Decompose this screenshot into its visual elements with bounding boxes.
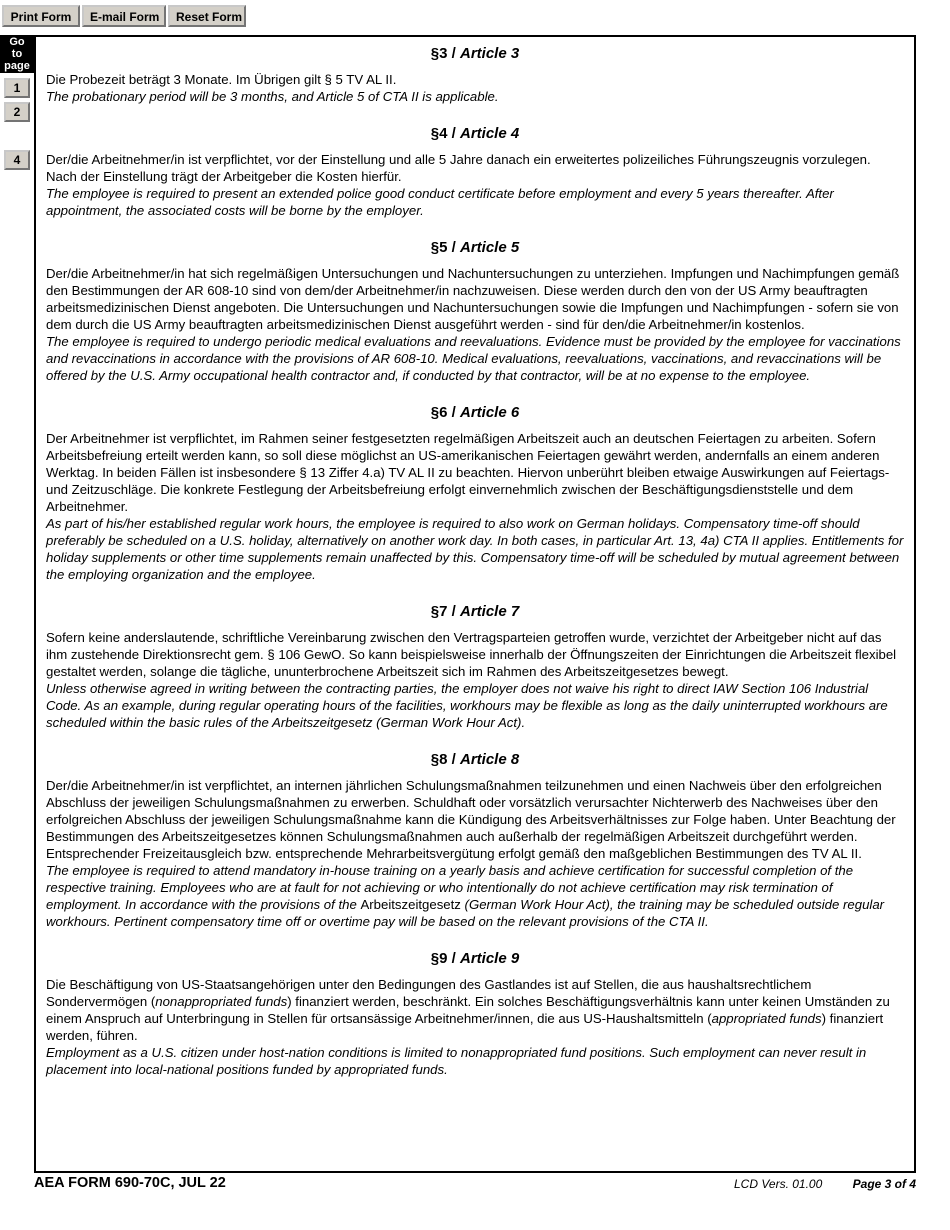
article-7-german-text: Sofern keine anderslautende, schriftliche Vereinbarung zwischen den Vertragsparteien getroffen wurde, verzichtet der Arbeitgeber nicht auf das ihm zustehende Direktionsrecht gem. § 106 GewO. So kann beispielsweise innerhalb der Öffnungszeiten der Einrichtungen die Arbeitszeit flexibel gestaltet werden, solange die tägliche, ununterbrochene Arbeitszeit sich im Rahmen des Arbeitszeitgesetzes bewegt.	[46, 630, 897, 679]
goto-page-2-button[interactable]: 2	[4, 102, 30, 122]
article-6-heading: §6 / Article 6	[430, 404, 520, 421]
article-3-german-text: Die Probezeit beträgt 3 Monate. Im Übrigen gilt § 5 TV AL II.	[46, 72, 397, 87]
article-9-english-text: Employment as a U.S. citizen under host-nation conditions is limited to nonappropriated fund positions. Such employment can never result in placement into local-national positions funded by appropriated funds.	[46, 1045, 867, 1077]
form-page-frame	[34, 35, 916, 1173]
article-5-german-text: Der/die Arbeitnehmer/in hat sich regelmäßigen Untersuchungen und Nachuntersuchungen zu unterziehen. Impfungen und Nachimpfungen gemäß den Bestimmungen der AR 608-10 sind von dem/der Arbeitnehmer/in nachzuweisen. Diese werden durch den von der US Army beauftragten arbeitsmedizinischen Dienst angeboten. Die Untersuchungen und Nachuntersuchungen sowie die Impfungen und Nachimpfungen - sofern sie von dem durch die US Army beauftragten arbeitsmedizinischen Dienst ausgeführt werden - sind für den/die Arbeitnehmer/in kostenlos.	[46, 266, 900, 332]
page-footer	[34, 1175, 916, 1195]
article-4-heading: §4 / Article 4	[430, 125, 520, 142]
article-4-english-text: The employee is required to present an extended police good conduct certificate before employment and every 5 years thereafter. After appointment, the associated costs will be borne by the employer.	[46, 186, 834, 218]
article-6-german-text: Der Arbeitnehmer ist verpflichtet, im Rahmen seiner festgesetzten regelmäßigen Arbeitszeit auch an deutschen Feiertagen zu arbeiten. Sofern Arbeitsbefreiung erteilt werden kann, so soll diese möglichst an US-amerikanischen Feiertagen gewährt werden, andernfalls an einem anderen Werktag. In beiden Fällen ist insbesondere § 13 Ziffer 4.a) TV AL II zu beachten. Hiervon unberührt bleiben etwaige Auswirkungen auf Feiertags- und Zeitzuschläge. Die konkrete Festlegung der Arbeitsbefreiung erfolgt einvernehmlich zwischen der Beschäftigungsdienststelle und dem Arbeitnehmer.	[46, 431, 890, 514]
article-8-heading: §8 / Article 8	[430, 751, 520, 768]
page-number: Page 3 of 4	[852, 1177, 916, 1191]
article-7-english-text: Unless otherwise agreed in writing between the contracting parties, the employer does not waive his right to direct IAW Section 106 Industrial Code. As an example, during regular operating hours of the facilities, workhours may be flexible as long as the daily uninterrupted workhours are scheduled within the basic rules of the Arbeitszeitgesetz (German Work Hour Act).	[46, 681, 888, 730]
article-8-german-text: Der/die Arbeitnehmer/in ist verpflichtet, an internen jährlichen Schulungsmaßnahmen teilzunehmen und einen Nachweis über den erfolgreichen Abschluss der jeweiligen Schulungsmaßnahmen zu erwerben. Schuldhaft oder vorsätzlich verursachter Nichterwerb des Nachweises über den erfolgreichen Abschluss der jeweiligen Schulungsmaßnahme kann die Kündigung des Arbeitsverhältnisses zur Folge haben. Unter Beachtung der Bestimmungen des Arbeitszeitgesetzes können Schulungsmaßnahmen auch außerhalb der regelmäßigen Arbeitszeit durchgeführt werden. Entsprechender Freizeitausgleich bzw. entsprechende Mehrarbeitsvergütung erfolgt gemäß den maßgeblichen Bestimmungen des TV AL II.	[46, 778, 896, 861]
article-9-german-text: Die Beschäftigung von US-Staatsangehörigen unter den Bedingungen des Gastlandes ist auf Stellen, die aus haushaltsrechtlichem Sondervermögen (nonappropriated funds) finanziert werden, beschränkt. Ein solches Beschäftigungsverhältnis kann unter keinen Umständen zu einem Anspruch auf Unterbringung in Stellen für ortsansässige Arbeitnehmer/innen, die aus US-Haushaltsmitteln (appropriated funds) finanziert werden, führen.	[46, 977, 890, 1043]
article-9-heading: §9 / Article 9	[430, 950, 520, 967]
article-4-german-text: Der/die Arbeitnehmer/in ist verpflichtet, vor der Einstellung und alle 5 Jahre danach ein erweitertes polizeiliches Führungszeugnis vorzulegen. Nach der Einstellung trägt der Arbeitgeber die Kosten hierfür.	[46, 152, 871, 184]
goto-page-4-button[interactable]: 4	[4, 150, 30, 170]
go-to-page-label: Go to page	[0, 35, 34, 73]
article-7-heading: §7 / Article 7	[430, 603, 520, 620]
reset-form-button[interactable]: Reset Form	[168, 5, 246, 27]
version-label: LCD Vers. 01.00	[734, 1177, 823, 1191]
form-identifier: AEA FORM 690-70C, JUL 22	[34, 1175, 226, 1191]
article-3-english-text: The probationary period will be 3 months, and Article 5 of CTA II is applicable.	[46, 89, 499, 104]
article-5-heading: §5 / Article 5	[430, 239, 520, 256]
email-form-button[interactable]: E-mail Form	[82, 5, 166, 27]
print-form-button[interactable]: Print Form	[2, 5, 80, 27]
article-8-english-text: The employee is required to attend mandatory in-house training on a yearly basis and achieve certification for successful completion of the respective training. Employees who are at fault for not achieving or who intentionally do not achieve certification may risk termination of employment. In accordance with the provisions of the Arbeitszeitgesetz (German Work Hour Act), the training may be scheduled outside regular workhours. Pertinent compensatory time off or overtime pay will be based on the relevant provisions of the CTA II.	[46, 863, 885, 929]
form-content	[46, 45, 904, 1078]
goto-page-1-button[interactable]: 1	[4, 78, 30, 98]
article-3-heading: §3 / Article 3	[430, 45, 520, 62]
article-5-english-text: The employee is required to undergo periodic medical evaluations and reevaluations. Evidence must be provided by the employee for vaccinations and revaccinations in accordance with the provisions of AR 608-10. Medical evaluations, reevaluations, vaccinations, and revaccinations will be offered by the U.S. Army occupational health contractor and, if conducted by that contractor, will be at no expense to the employee.	[46, 334, 901, 383]
article-6-english-text: As part of his/her established regular work hours, the employee is required to also work on German holidays. Compensatory time-off should preferably be scheduled on a U.S. holiday, alternatively on another work day. In both cases, in particular Art. 13, 4a) CTA II applies. Entitlements for holiday supplements or other time supplements remain unaffected by this. Compensatory time-off will be scheduled by mutual agreement between the employing organization and the employee.	[46, 516, 904, 582]
